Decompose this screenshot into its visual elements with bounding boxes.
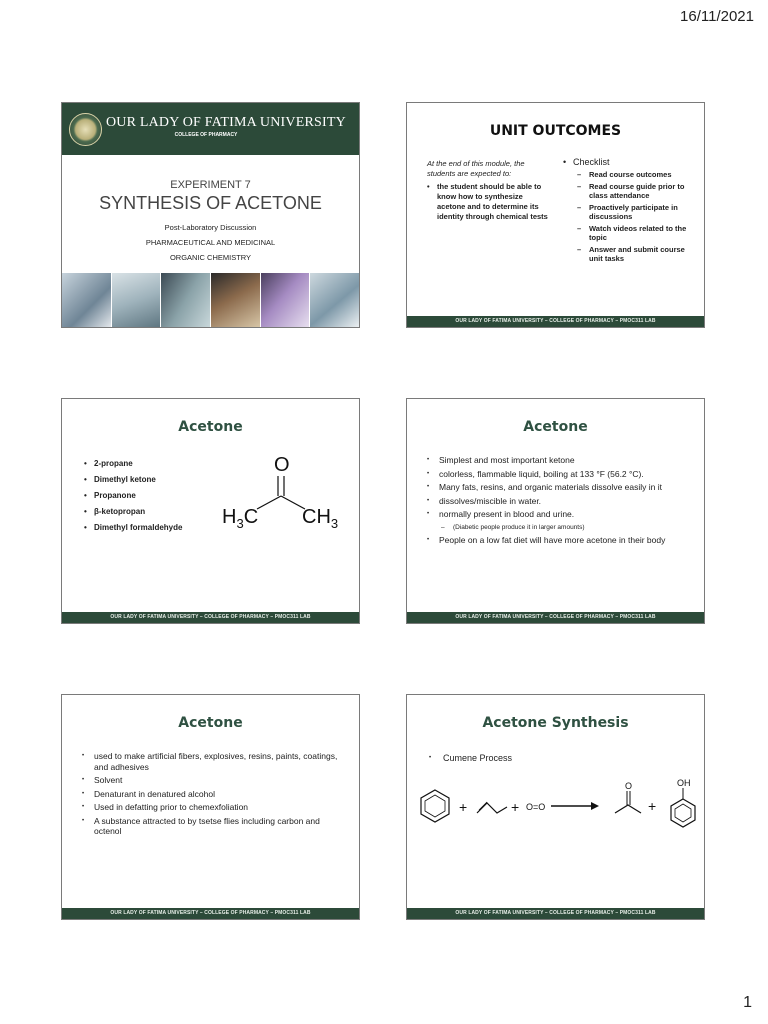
synonym: β-ketopropan [94,507,146,516]
list-item [84,475,182,484]
slide-footer: OUR LADY OF FATIMA UNIVERSITY – COLLEGE OF PHARMACY – PMOC311 LAB [62,612,359,623]
plus-sign-3: + [648,798,657,814]
university-name: OUR LADY OF FATIMA UNIVERSITY [106,115,346,130]
checklist-heading [563,157,693,167]
slide-footer: OUR LADY OF FATIMA UNIVERSITY – COLLEGE OF PHARMACY – PMOC311 LAB [62,908,359,919]
list-item [427,182,552,222]
bullet-icon: • [84,523,87,532]
use-text: Used in defatting prior to chemexfoliation [94,802,249,812]
university-banner [62,103,359,155]
checklist-item: Read course guide prior to class attendance [589,182,685,200]
list-item [429,753,512,764]
page-date: 16/11/2021 [680,8,754,25]
dash-icon: – [577,245,582,254]
bullet-icon: • [84,475,87,484]
ketone-oxygen-label: O [625,781,633,791]
bullet-icon: • [427,182,430,191]
slide-title: UNIT OUTCOMES [489,123,622,139]
hydroxyl-label: OH [677,778,691,788]
properties-list [427,455,692,548]
dash-icon: – [577,203,582,212]
sub-list-item [441,523,692,532]
list-item [577,203,693,221]
list-item [82,816,347,837]
slide-unit-outcomes [406,102,705,328]
bullet-icon: • [427,536,430,543]
use-text: Denaturant in denatured alcohol [94,788,215,799]
bullet-icon: • [82,753,85,759]
plus-sign-1: + [459,799,468,815]
slide-acetone-properties [406,398,705,624]
list-item [427,482,692,493]
uses-list [82,751,347,840]
checklist-item: Proactively participate in discussions [589,203,678,221]
experiment-number: EXPERIMENT 7 [170,179,251,191]
slide-title: Acetone Synthesis [482,715,629,731]
bullet-icon: • [429,755,432,761]
process-name: Cumene Process [443,753,513,763]
list-item [84,491,182,500]
list-item [577,170,693,179]
list-item [82,775,347,786]
list-item [427,469,692,480]
property-text: Many fats, resins, and organic materials dissolve easily in it [439,482,662,492]
list-item [84,507,182,516]
college-name: COLLEGE OF PHARMACY [174,132,238,138]
list-item [577,224,693,242]
dash-icon: – [577,182,582,191]
slide-acetone-synthesis [406,694,705,920]
bullet-icon: • [427,497,430,504]
synonym: 2-propane [94,459,133,468]
bullet-icon: • [82,790,85,797]
outcomes-left-column [427,159,552,222]
lab-photo-strip [62,273,359,328]
lab-photo [112,273,162,328]
property-text: normally present in blood and urine. [439,509,575,519]
methyl-left-label: $H_3C$ [222,506,259,531]
synonym: Dimethyl ketone [94,475,156,484]
dash-icon: – [441,523,445,531]
lab-photo [62,273,112,328]
checklist-item: Watch videos related to the topic [589,224,687,242]
bullet-icon: • [82,817,85,824]
property-text: dissolves/miscible in water. [439,495,542,506]
slide-acetone-uses [61,694,360,920]
benzene-inner-ring [425,795,445,817]
outcome-text: the student should be able to know how to synthesize acetone and to determine its identity through chemical tests [437,182,548,221]
bond-line [257,496,281,509]
checklist-label: Checklist [573,157,610,167]
page-number: 1 [743,994,752,1011]
list-item [82,802,347,813]
list-item [84,459,182,468]
use-text: Solvent [94,775,123,785]
synonym: Dimethyl formaldehyde [94,523,183,532]
list-item [427,509,692,520]
outcomes-intro: At the end of this module, the students are expected to: [427,159,525,178]
subtitle-discussion: Post-Laboratory Discussion [164,223,257,232]
list-item [577,182,693,200]
property-text: colorless, flammable liquid, boiling at 133 °F (56.2 °C). [439,468,644,479]
property-text: People on a low fat diet will have more acetone in their body [439,534,666,545]
sub-item-text: (Diabetic people produce it in larger amounts) [453,523,585,531]
phenol-ring-icon [671,799,695,827]
slide-footer: OUR LADY OF FATIMA UNIVERSITY – COLLEGE OF PHARMACY – PMOC311 LAB [407,908,704,919]
oxygen-label: O [274,454,290,476]
bullet-icon: • [82,804,85,810]
list-item [82,751,347,772]
list-item [427,535,692,546]
checklist-column [563,157,693,263]
bullet-icon: • [427,484,430,490]
plus-sign-2: + [511,799,520,815]
subtitle-course-2: ORGANIC CHEMISTRY [169,253,252,262]
list-item [577,245,693,263]
slide-title: Acetone [178,419,243,435]
lab-photo [161,273,211,328]
slide-title: Acetone [178,715,243,731]
lab-photo [261,273,311,328]
checklist-item: Answer and submit course unit tasks [589,245,685,263]
list-item [427,455,692,466]
slide-title-page [61,102,360,328]
university-seal-logo [69,113,102,146]
dash-icon: – [577,170,582,179]
use-text: A substance attracted to by tsetse flies including carbon and octenol [94,815,320,836]
arrow-head-icon [591,802,599,810]
list-item [82,789,347,800]
experiment-title: SYNTHESIS OF ACETONE [99,193,322,213]
propene-double-bond [479,802,487,810]
bullet-icon: • [84,491,87,500]
bullet-icon: • [84,459,87,468]
bullet-icon: • [84,507,87,516]
lab-photo [310,273,359,328]
list-item [84,523,182,532]
acetone-structure [212,451,352,531]
use-text: used to make artificial fibers, explosives, resins, paints, coatings, and adhesives [94,751,338,772]
bullet-icon: • [563,157,567,167]
synonym-list [84,459,182,539]
property-text: Simplest and most important ketone [439,455,575,465]
dash-icon: – [577,224,582,233]
methyl-right-label: $CH_3$ [302,506,339,531]
slide-acetone-names [61,398,360,624]
cumene-reaction-scheme [415,775,700,845]
slide-footer: OUR LADY OF FATIMA UNIVERSITY – COLLEGE OF PHARMACY – PMOC311 LAB [407,316,704,327]
synonym: Propanone [94,491,136,500]
bullet-icon: • [82,777,85,783]
bullet-icon: • [427,457,430,463]
list-item [427,496,692,507]
slide-title: Acetone [523,419,588,435]
lab-photo [211,273,261,328]
bullet-icon: • [427,511,430,517]
phenol-inner-ring [675,804,691,822]
subtitle-course-1: PHARMACEUTICAL AND MEDICINAL [145,238,276,247]
acetone-skeleton [615,805,641,813]
slide-footer: OUR LADY OF FATIMA UNIVERSITY – COLLEGE OF PHARMACY – PMOC311 LAB [407,612,704,623]
bullet-icon: • [427,470,430,477]
oxygen-molecule-label: O=O [526,802,546,812]
checklist-item: Read course outcomes [589,170,672,179]
